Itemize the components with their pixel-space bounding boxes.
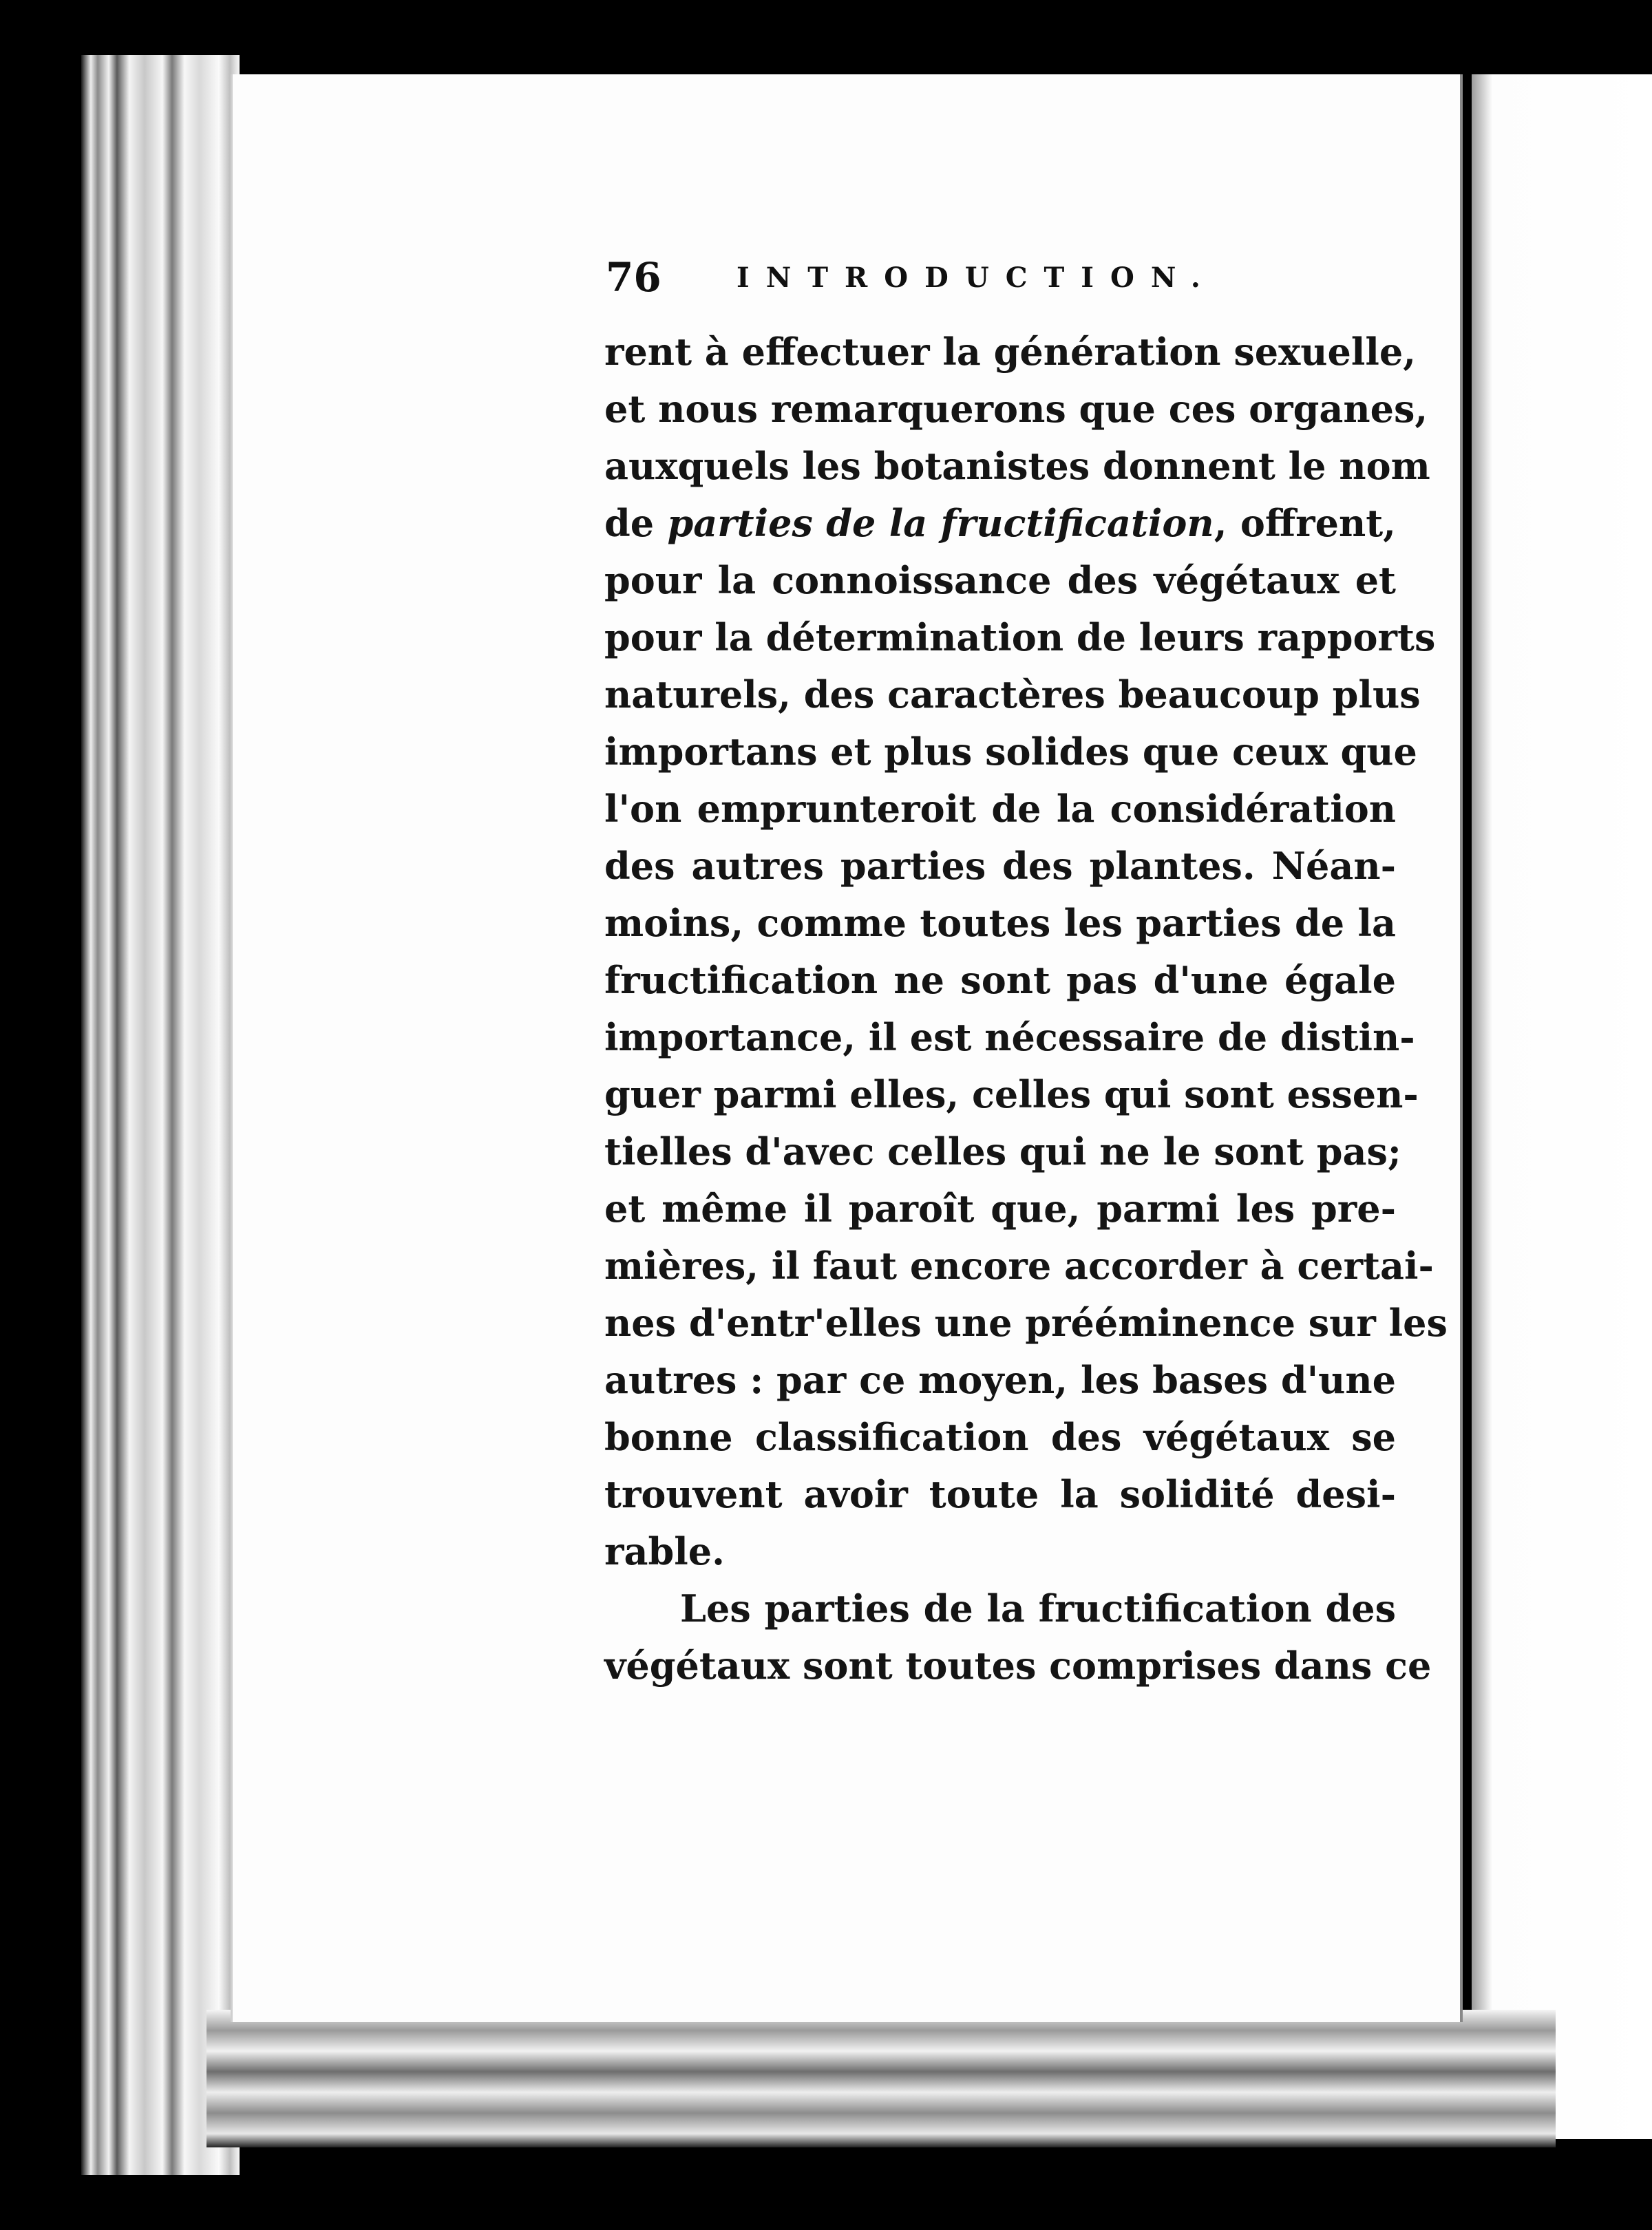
text-line: rent à effectuer la génération sexuelle, [604, 330, 1417, 374]
body-text [604, 323, 1448, 1695]
text-line: et nous remarquerons que ces organes, [604, 387, 1428, 431]
text-line: trouvent avoir toute la solidité desi- [604, 1472, 1396, 1516]
text-line: végétaux sont toutes comprises dans ce [604, 1644, 1432, 1688]
text-line: l'on emprunteroit de la considération [604, 787, 1396, 831]
text-line [604, 495, 1396, 552]
text-line: naturels, des caractères beaucoup plus [604, 672, 1421, 716]
text-line: importans et plus solides que ceux que [604, 730, 1417, 774]
page-stack-bottom-edge [206, 2010, 1556, 2147]
book-binding-edge [81, 55, 240, 2175]
text-line: guer parmi elles, celles qui sont essen- [604, 1072, 1419, 1116]
text-line: tielles d'avec celles qui ne le sont pas; [604, 1129, 1401, 1174]
text-line: autres : par ce moyen, les bases d'une [604, 1358, 1396, 1402]
text-line: importance, il est nécessaire de distin- [604, 1015, 1415, 1059]
text-fragment: , offrent, [1214, 501, 1396, 545]
text-line: auxquels les botanistes donnent le nom [604, 444, 1430, 488]
italic-term: parties de la fructification [667, 501, 1214, 545]
running-header [606, 253, 1404, 301]
text-line: des autres parties des plantes. Néan- [604, 844, 1396, 888]
text-line: nes d'entr'elles une prééminence sur les [604, 1301, 1448, 1345]
text-fragment: de [604, 501, 668, 545]
page-number: 76 [606, 254, 661, 301]
text-line: rable. [604, 1529, 725, 1573]
text-line: Les parties de la fructification des [680, 1586, 1396, 1631]
text-line: pour la détermination de leurs rapports [604, 615, 1436, 659]
running-title: INTRODUCTION. [737, 262, 1217, 294]
text-line: et même il paroît que, parmi les pre- [604, 1187, 1396, 1231]
text-line: pour la connoissance des végétaux et [604, 558, 1396, 602]
text-line: bonne classification des végétaux se [604, 1415, 1396, 1459]
text-line: fructification ne sont pas d'une égale [604, 958, 1396, 1002]
text-line: moins, comme toutes les parties de la [604, 901, 1396, 945]
adjacent-page-edge [1472, 74, 1652, 2139]
text-line: mières, il faut encore accorder à certai- [604, 1244, 1434, 1288]
